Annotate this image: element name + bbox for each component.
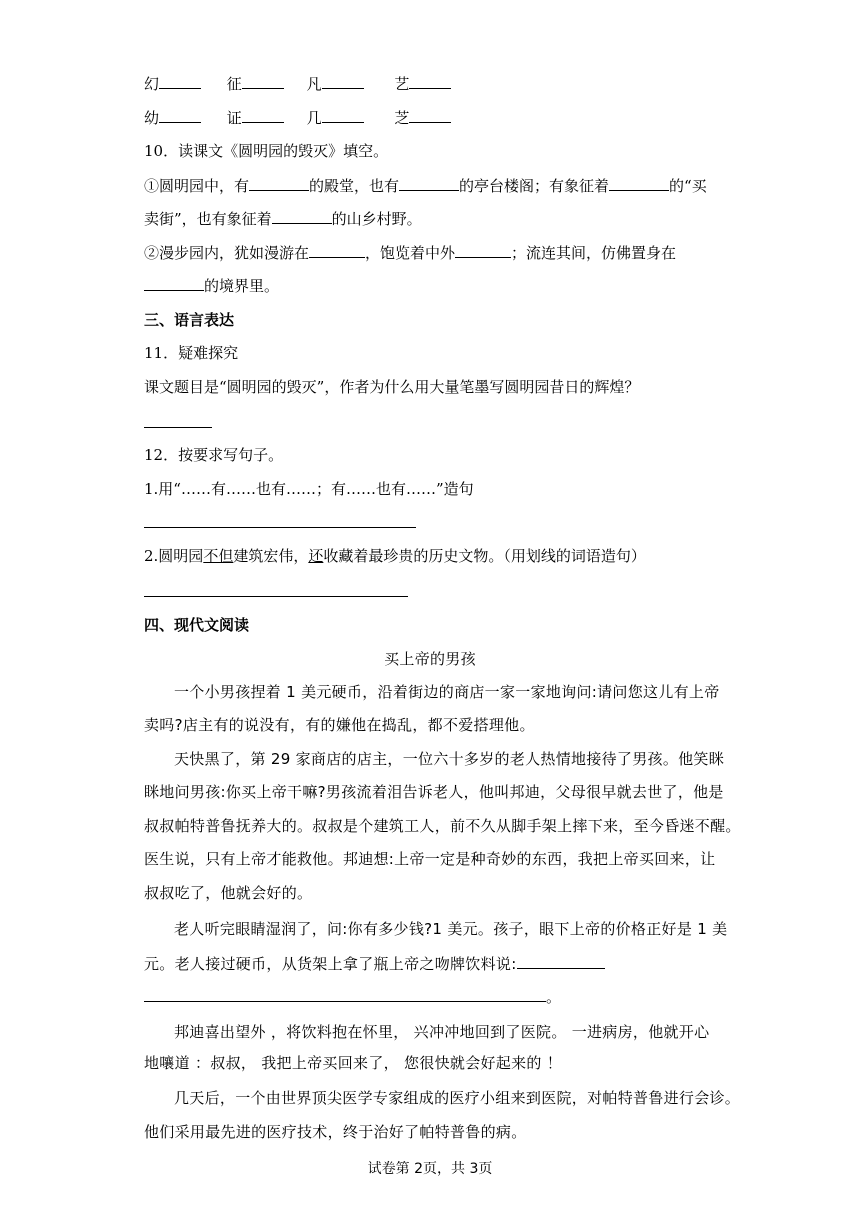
- q10-title: 10．读课文《圆明园的毁灭》填空。: [144, 142, 389, 160]
- char: 几: [306, 109, 322, 127]
- char-item: [394, 106, 451, 129]
- q12-item-2-answer-line[interactable]: [144, 596, 408, 597]
- char-item: [394, 72, 451, 95]
- char-item: [144, 72, 222, 95]
- text: ；流连其间，仿佛置身在: [511, 244, 677, 262]
- story-title: 买上帝的男孩: [384, 650, 476, 668]
- answer-blank[interactable]: [399, 174, 459, 191]
- answer-blank[interactable]: [322, 72, 364, 89]
- char: 证: [226, 109, 242, 127]
- text: 的殿堂，也有: [309, 177, 400, 195]
- answer-blank[interactable]: [322, 106, 364, 123]
- story-line: 卖吗?店主有的说没有，有的嫌他在捣乱，都不爱搭理他。: [144, 716, 535, 734]
- char: 幼: [144, 109, 160, 127]
- q12-item-1: 1.用“……有……也有……；有……也有……”造句: [144, 480, 474, 498]
- answer-blank[interactable]: [309, 241, 365, 258]
- story-line: 叔叔吃了，他就会好的。: [144, 884, 313, 902]
- answer-blank[interactable]: [144, 274, 204, 291]
- story-line: 几天后，一个由世界顶尖医学专家组成的医疗小组来到医院，对帕特普鲁进行会诊。: [174, 1089, 741, 1107]
- q10-item-2-line-1: [144, 241, 676, 264]
- story-line: [144, 952, 605, 975]
- answer-blank[interactable]: [159, 106, 201, 123]
- text: 的山乡村野。: [331, 210, 422, 228]
- answer-blank[interactable]: [242, 106, 284, 123]
- section-4-title: 四、现代文阅读: [144, 616, 250, 634]
- section-3-title: 三、语言表达: [144, 311, 235, 329]
- text: 。: [546, 988, 562, 1006]
- char: 征: [226, 75, 242, 93]
- text: 收藏着最珍贵的历史文物。（用划线的词语造句）: [323, 547, 646, 565]
- page-footer: 试卷第 2页，共 3页: [367, 1161, 493, 1177]
- story-line: 一个小男孩捏着 1 美元硬币，沿着街边的商店一家一家地询问:请问您这儿有上帝: [174, 683, 720, 701]
- q12-item-2: [144, 545, 646, 567]
- story-line: 老人听完眼睛湿润了，问:你有多少钱?1 美元。孩子，眼下上帝的价格正好是 1 美: [174, 920, 728, 938]
- char-row-1: [144, 72, 451, 95]
- char-item: [307, 106, 390, 129]
- q10-item-2-line-2: [144, 274, 279, 297]
- underlined-word: 还: [308, 547, 324, 565]
- answer-blank[interactable]: [409, 106, 451, 123]
- char: 艺: [394, 75, 410, 93]
- text: ，饱览着中外: [365, 244, 456, 262]
- char-row-2: [144, 106, 451, 129]
- text: 卖街”，也有象征着: [144, 210, 272, 228]
- q10-item-1-line-2: [144, 207, 422, 230]
- char: 芝: [394, 109, 410, 127]
- text: 的“买: [669, 177, 707, 195]
- text: ①圆明园中，有: [144, 177, 250, 195]
- answer-blank[interactable]: [242, 72, 284, 89]
- answer-blank[interactable]: [272, 207, 332, 224]
- q12-title: 12．按要求写句子。: [144, 446, 284, 464]
- q12-item-1-answer-line[interactable]: [144, 527, 416, 528]
- text: 的境界里。: [204, 277, 280, 295]
- story-line: 邦迪喜出望外 ，将饮料抱在怀里， 兴冲冲地回到了医院。 一进病房，他就开心: [174, 1023, 710, 1041]
- char: 凡: [306, 75, 322, 93]
- answer-blank[interactable]: [455, 241, 511, 258]
- answer-blank[interactable]: [144, 985, 546, 1002]
- char-item: [307, 72, 390, 95]
- text: 的亭台楼阁；有象征着: [459, 177, 610, 195]
- q11-title: 11．疑难探究: [144, 344, 239, 362]
- story-line: 叔叔帕特普鲁抚养大的。叔叔是个建筑工人，前不久从脚手架上摔下来，至今昏迷不醒。: [144, 817, 741, 835]
- text: 建筑宏伟，: [233, 547, 309, 565]
- answer-blank[interactable]: [409, 72, 451, 89]
- char: 幻: [144, 75, 160, 93]
- q10-item-1-line-1: [144, 174, 707, 197]
- underlined-word: 不但: [203, 547, 234, 565]
- story-line: 眯地问男孩:你买上帝干嘛?男孩流着泪告诉老人，他叫邦迪，父母很早就去世了，他是: [144, 783, 724, 801]
- answer-blank[interactable]: [159, 72, 201, 89]
- q11-answer-line[interactable]: [144, 427, 212, 428]
- story-line: [144, 985, 561, 1008]
- story-line: 天快黑了，第 29 家商店的店主，一位六十多岁的老人热情地接待了男孩。他笑眯: [174, 750, 725, 768]
- char-item: [227, 72, 302, 95]
- text: 元。老人接过硬币，从货架上拿了瓶上帝之吻牌饮料说:: [144, 955, 517, 973]
- q11-question: 课文题目是“圆明园的毁灭”，作者为什么用大量笔墨写圆明园昔日的辉煌？: [144, 378, 640, 396]
- answer-blank[interactable]: [517, 952, 605, 969]
- text: 2.圆明园: [144, 547, 204, 565]
- text: ②漫步园内，犹如漫游在: [144, 244, 310, 262]
- story-line: 地嚷道 ：叔叔， 我把上帝买回来了， 您很快就会好起来的 ！: [144, 1054, 563, 1072]
- answer-blank[interactable]: [249, 174, 309, 191]
- char-item: [144, 106, 222, 129]
- answer-blank[interactable]: [609, 174, 669, 191]
- story-line: 他们采用最先进的医疗技术，终于治好了帕特普鲁的病。: [144, 1123, 527, 1141]
- story-line: 医生说，只有上帝才能救他。邦迪想:上帝一定是种奇妙的东西，我把上帝买回来，让: [144, 850, 716, 868]
- char-item: [227, 106, 302, 129]
